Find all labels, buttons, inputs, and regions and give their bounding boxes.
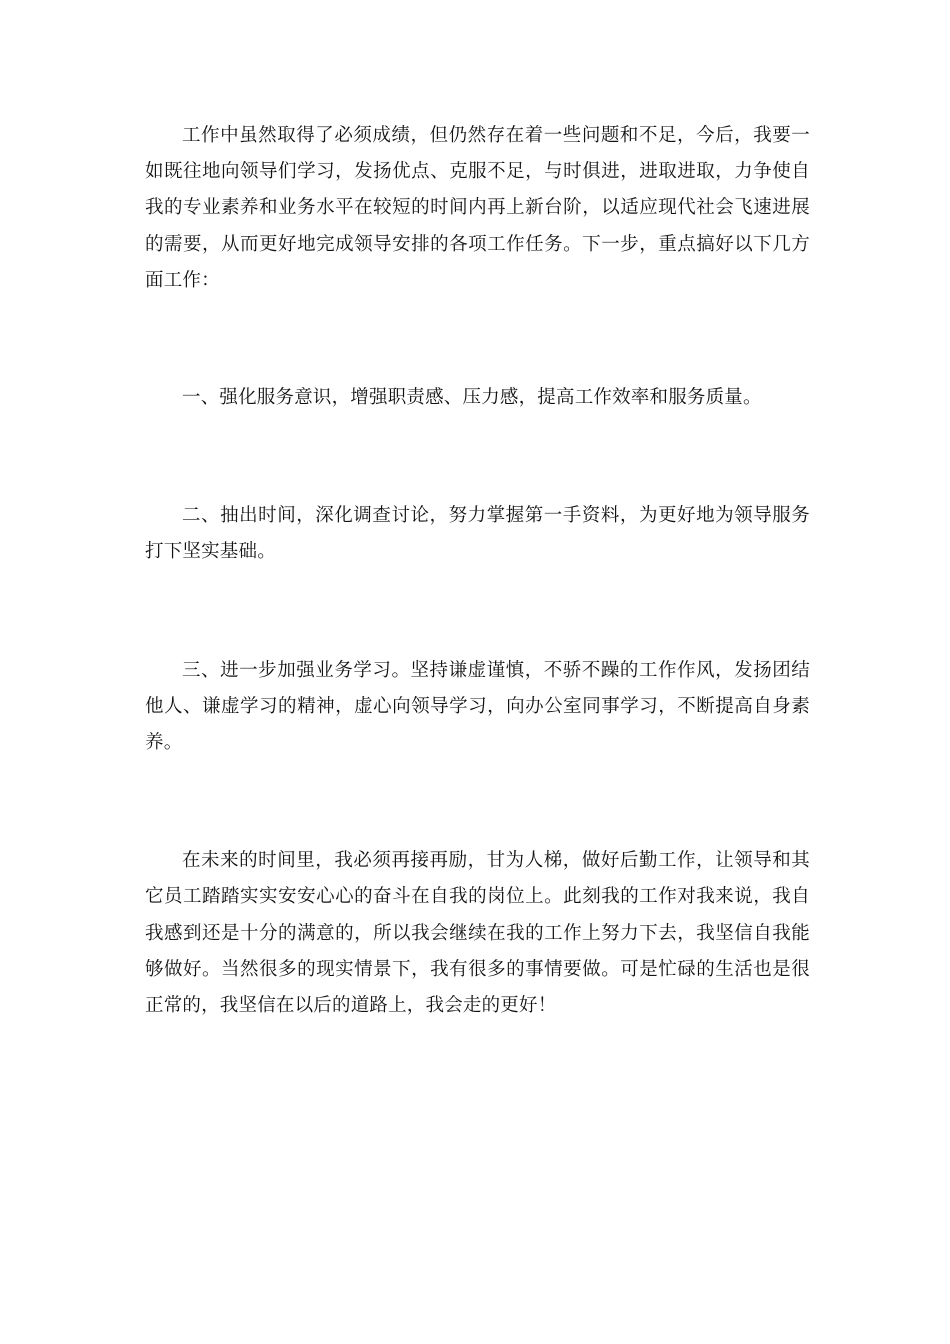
paragraph-item-three: 三、进一步加强业务学习。坚持谦虚谨慎，不骄不躁的工作作风，发扬团结他人、谦虚学习的精神，虚心向领导学习，向办公室同事学习，不断提高自身素养。 <box>145 659 810 754</box>
document-body <box>145 118 810 1024</box>
paragraph-item-one: 一、强化服务意识，增强职责感、压力感，提高工作效率和服务质量。 <box>182 387 762 409</box>
paragraph-spacer <box>145 299 810 380</box>
paragraph-spacer <box>145 416 810 498</box>
paragraph-spacer <box>145 571 810 653</box>
paragraph-item-two: 二、抽出时间，深化调查讨论，努力掌握第一手资料，为更好地为领导服务打下坚实基础。 <box>145 505 810 563</box>
paragraph-spacer <box>145 761 810 843</box>
paragraph-intro: 工作中虽然取得了必须成绩，但仍然存在着一些问题和不足，今后，我要一如既往地向领导们学习，发扬优点、克服不足，与时俱进，进取进取，力争使自我的专业素养和业务水平在较短的时间内再上新台阶，以适应现代社会飞速进展的需要，从而更好地完成领导安排的各项工作任务。下一步，重点搞好以下几方面工作： <box>145 125 810 291</box>
paragraph-conclusion: 在未来的时间里，我必须再接再励，甘为人梯，做好后勤工作，让领导和其它员工踏踏实实安安心心的奋斗在自我的岗位上。此刻我的工作对我来说，我自我感到还是十分的满意的，所以我会继续在我的工作上努力下去，我坚信自我能够做好。当然很多的现实情景下，我有很多的事情要做。可是忙碌的生活也是很正常的，我坚信在以后的道路上，我会走的更好！ <box>145 850 810 1017</box>
